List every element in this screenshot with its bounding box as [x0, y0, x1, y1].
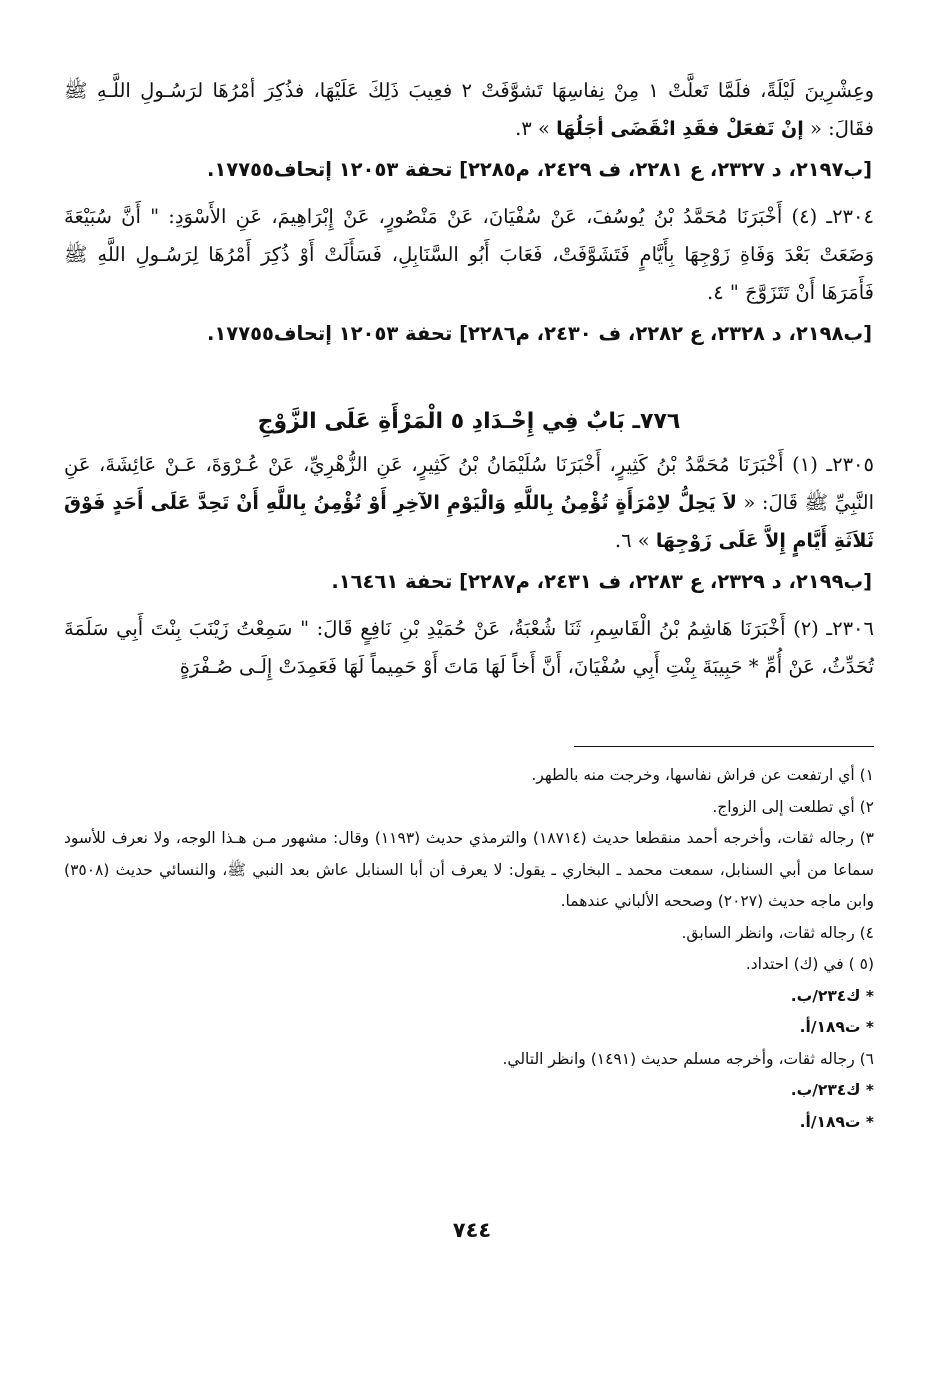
page-number: ٧٤٤ — [452, 1218, 492, 1242]
footnotes — [64, 760, 874, 1138]
footnote-4: ٤) رجاله ثقات، وانظر السابق. — [681, 923, 874, 942]
chapter-heading: ٧٧٦ـ بَابٌ فِي إِحْـدَادِ ٥ الْمَرْأَةِ عَلَى الزَّوْجِ — [257, 409, 681, 434]
paragraph-4: ٢٣٠٦ـ (٢) أَخْبَرَنَا هَاشِمُ بْنُ الْقَاسِمِ، ثَنَا شُعْبَةُ، عَنْ حُمَيْدِ بْنِ نَافِعٍ قَالَ: " سَمِعْتُ زَيْنَبَ بِنْتَ أَبِي سَلَمَةَ تُحَدِّثُ، عَنْ أُمِّ * حَبِيبَةَ بِنْتِ أَبِي سُفْيَانَ، أَنَّ أَخاً لَهَا مَاتَ أَوْ حَمِيماً لَهَا فَعَمِدَتْ إِلَـى صُـفْرَةٍ — [64, 617, 874, 678]
footnote-5: (٥ ) في (ك) احتداد. — [745, 955, 874, 973]
paragraph-3: ٢٣٠٥ـ (١) أَخْبَرَنَا مُحَمَّدُ بْنُ كَثِيرٍ، أَخْبَرَنَا سُلَيْمَانُ بْنُ كَثِيرٍ، عَنِ الزُّهْرِيِّ، عَنْ عُـرْوَةَ، عَـنْ عَائِشَةَ، عَنِ النَّبِيِّ ﷺ قَالَ: « لاَ يَحِلُّ لاِمْرَأَةٍ تُؤْمِنُ بِاللَّهِ وَالْيَوْمِ الآخِرِ أَوْ تُؤْمِنُ بِاللَّهِ أَنْ تَحِدَّ عَلَى أَحَدٍ فَوْقَ ثَلاَثَةِ أَيَّامٍ إِلاَّ عَلَى زَوْجِهَا » ٦. — [64, 453, 874, 552]
footnote-separator — [574, 746, 874, 747]
hadith-quote-1: إنْ تَفعَلْ فقَدِ انْقَضَى أجَلُهَا — [556, 118, 804, 140]
footnote-6: ٦) رجاله ثقات، وأخرجه مسلم حديث (١٤٩١) وانظر التالي. — [502, 1049, 874, 1068]
footnote-1: ١) أي ارتفعت عن فراش نفاسها، وخرجت منه بالطهر. — [531, 766, 874, 784]
manuscript-mark-4: * ت١٨٩/أ. — [799, 1112, 874, 1131]
footnote-3: ٣) رجاله ثقات، وأخرجه أحمد منقطعا حديث (١٨٧١٤) والترمذي حديث (١١٩٣) وقال: مشهور مـن هـذا الوجه، ولا نعرف للأسود سماعا من أبي السنابل، سمعت محمد ـ البخاري ـ يقول: لا يعرف أن أبا السنابل عاش بعد النبي ﷺ، والنسائي حديث (٣٥٠٨) وابن ماجه حديث (٢٠٢٧) وصححه الألباني عندهما. — [64, 829, 874, 910]
reference-line-3: [ب٢١٩٩، د ٢٣٢٩، ع ٢٢٨٣، ف ٢٤٣١، م٢٢٨٧] تحفة ١٦٤٦١. — [331, 570, 872, 593]
manuscript-mark-1: * ك٢٣٤/ب. — [790, 986, 874, 1005]
main-text — [64, 72, 874, 686]
paragraph-1: وعِشْرِينَ لَيْلَةً، فلَمَّا تَعلَّتْ ١ مِنْ نِفاسِهَا تَشوَّفَتْ ٢ فعِيبَ ذَلِكَ عَلَيْهَا، فذُكِرَ أمْرُهَا لرَسُـولِ اللَّـهِ ﷺ فقَالَ: « إنْ تَفعَلْ فقَدِ انْقَضَى أجَلُهَا » ٣. — [64, 79, 874, 140]
reference-line-2: [ب٢١٩٨، د ٢٣٢٨، ع ٢٢٨٢، ف ٢٤٣٠، م٢٢٨٦] تحفة ١٢٠٥٣ إتحاف١٧٧٥٥. — [206, 322, 872, 345]
footnote-2: ٢) أي تطلعت إلى الزواج. — [712, 797, 874, 816]
reference-line-1: [ب٢١٩٧، د ٢٣٢٧، ع ٢٢٨١، ف ٢٤٢٩، م٢٢٨٥] تحفة ١٢٠٥٣ إتحاف١٧٧٥٥. — [206, 158, 872, 181]
manuscript-mark-3: * ك٢٣٤/ب. — [790, 1081, 874, 1099]
paragraph-2: ٢٣٠٤ـ (٤) أَخْبَرَنَا مُحَمَّدُ بْنُ يُوسُفَ، عَنْ سُفْيَانَ، عَنْ مَنْصُورٍ، عَنْ إِبْرَاهِيمَ، عَنِ الأَسْوَدِ: " أَنَّ سُبَيْعَةَ وَضَعَتْ بَعْدَ وَفَاةِ زَوْجِهَا بِأَيَّامٍ فَتَشَوَّفَتْ، فَعَابَ أَبُو السَّنَابِلِ، فَسَأَلَتْ أَوْ ذُكِرَ أَمْرُهَا لِرَسُـولِ اللَّهِ ﷺ فَأَمَرَهَا أَنْ تَتَزَوَّجَ " ٤. — [64, 205, 874, 304]
hadith-quote-3: لاَ يَحِلُّ لاِمْرَأَةٍ تُؤْمِنُ بِاللَّهِ وَالْيَوْمِ الآخِرِ أَوْ تُؤْمِنُ بِاللَّهِ أَنْ تَحِدَّ عَلَى أَحَدٍ فَوْقَ ثَلاَثَةِ أَيَّامٍ إِلاَّ عَلَى زَوْجِهَا — [64, 492, 874, 552]
manuscript-mark-2: * ت١٨٩/أ. — [799, 1018, 874, 1036]
